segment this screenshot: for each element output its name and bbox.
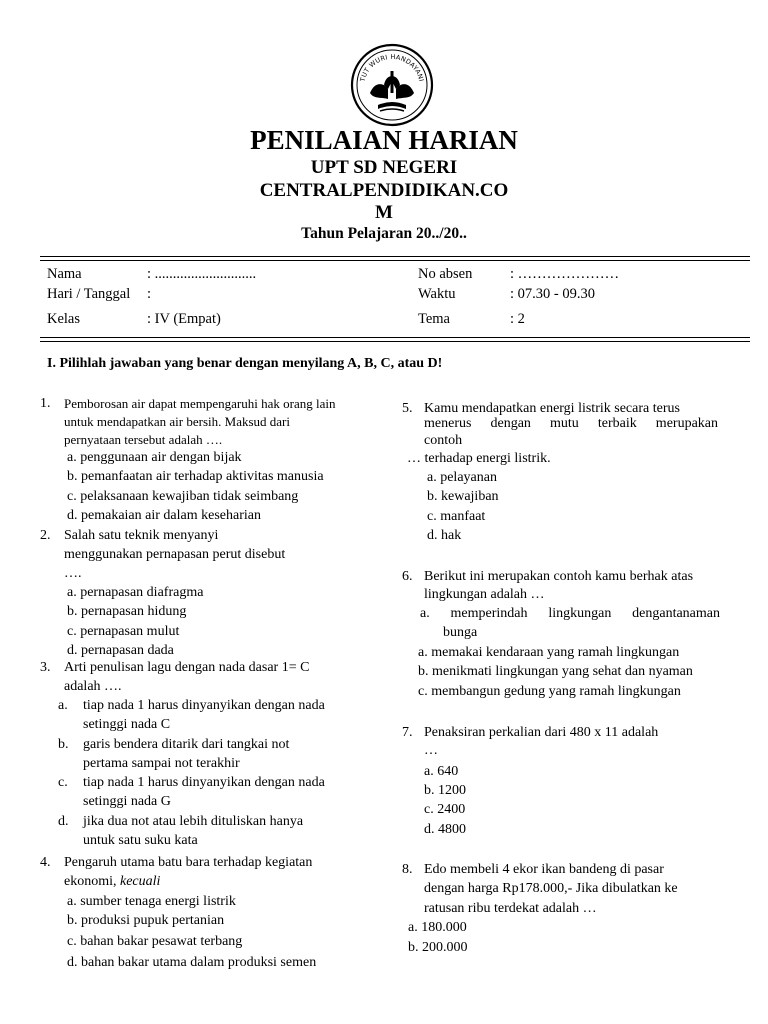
- q4-text-line-2: [64, 874, 160, 890]
- q5-option-d: d. hak: [427, 528, 462, 543]
- q2-option-b: b. pernapasan hidung: [67, 604, 187, 619]
- q3-option-a-line-2: setinggi nada C: [83, 717, 171, 732]
- q3-option-b-line-1: garis bendera ditarik dari tangkai not: [83, 737, 290, 752]
- q8-text-line-1: Edo membeli 4 ekor ikan bandeng di pasar: [424, 862, 664, 877]
- q3-option-b-line-2: pertama sampai not terakhir: [83, 756, 240, 771]
- no-absen-value: : …………………: [510, 266, 620, 282]
- nama-value: : ............................: [147, 266, 257, 282]
- q4-option-d: d. bahan bakar utama dalam produksi semen: [67, 955, 317, 970]
- q8-option-b: b. 200.000: [408, 940, 468, 955]
- q3-option-c-line-2: setinggi nada G: [83, 794, 171, 809]
- q2-text-line-1: Salah satu teknik menyanyi: [64, 528, 219, 543]
- q6-option-b: a. memakai kendaraan yang ramah lingkungan: [418, 645, 680, 660]
- info-divider-top: [40, 337, 750, 338]
- q5-number: 5.: [402, 401, 413, 416]
- school-name-line-1: UPT SD NEGERI: [310, 157, 458, 178]
- q1-text-line-1: Pemborosan air dapat mempengaruhi hak orang lain: [64, 396, 336, 411]
- kelas-label: Kelas: [47, 311, 81, 327]
- q6-option-a: a. memperindah lingkungan dengantanaman: [420, 606, 720, 621]
- q8-option-a: a. 180.000: [408, 920, 467, 935]
- q6-option-c: b. menikmati lingkungan yang sehat dan nyaman: [418, 664, 693, 679]
- q3-option-c-letter: c.: [58, 775, 68, 790]
- q4-option-a: a. sumber tenaga energi listrik: [67, 894, 236, 909]
- tema-value: : 2: [510, 311, 525, 327]
- q5-text-line-4: … terhadap energi listrik.: [407, 451, 551, 466]
- q5-option-b: b. kewajiban: [427, 489, 499, 504]
- q4-option-c: c. bahan bakar pesawat terbang: [67, 934, 243, 949]
- hari-tanggal-value: :: [147, 286, 152, 302]
- page-title: PENILAIAN HARIAN: [250, 125, 518, 155]
- q1-option-d: d. pemakaian air dalam keseharian: [67, 508, 261, 523]
- hari-tanggal-label: Hari / Tanggal: [47, 286, 131, 302]
- svg-text:TUT WURI HANDAYANI: TUT WURI HANDAYANI: [358, 52, 426, 83]
- q1-option-c: c. pelaksanaan kewajiban tidak seimbang: [67, 489, 299, 504]
- q5-option-a: a. pelayanan: [427, 470, 497, 485]
- q8-text-line-3: ratusan ribu terdekat adalah …: [424, 901, 597, 916]
- tut-wuri-handayani-emblem-icon: [350, 43, 434, 127]
- q2-number: 2.: [40, 528, 51, 543]
- nama-label: Nama: [47, 266, 82, 282]
- header-divider-top: [40, 256, 750, 257]
- q7-option-d: d. 4800: [424, 822, 466, 837]
- q3-option-d-line-2: untuk satu suku kata: [83, 833, 198, 848]
- info-divider-bottom: [40, 341, 750, 342]
- q2-option-a: a. pernapasan diafragma: [67, 585, 204, 600]
- q3-option-a-line-1: tiap nada 1 harus dinyanyikan dengan nada: [83, 698, 325, 713]
- q4-option-b: b. produksi pupuk pertanian: [67, 913, 225, 928]
- q1-option-b: b. pemanfaatan air terhadap aktivitas manusia: [67, 469, 324, 484]
- q2-text-line-3: ….: [64, 566, 82, 581]
- q7-option-b: b. 1200: [424, 783, 466, 798]
- q1-option-a: a. penggunaan air dengan bijak: [67, 450, 242, 465]
- q8-text-line-2: dengan harga Rp178.000,- Jika dibulatkan ke: [424, 881, 678, 896]
- academic-year: Tahun Pelajaran 20../20..: [301, 225, 467, 242]
- tema-label: Tema: [418, 311, 450, 327]
- q4-text-line-1: Pengaruh utama batu bara terhadap kegiatan: [64, 855, 313, 870]
- q3-option-a-letter: a.: [58, 698, 68, 713]
- q8-number: 8.: [402, 862, 413, 877]
- q4-number: 4.: [40, 855, 51, 870]
- header-divider-bottom: [40, 260, 750, 261]
- kelas-value: : IV (Empat): [147, 311, 221, 327]
- q2-text-line-2: menggunakan pernapasan perut disebut: [64, 547, 286, 562]
- q3-option-d-letter: d.: [58, 814, 69, 829]
- q6-option-a-line-2: bunga: [443, 625, 478, 640]
- q7-option-a: a. 640: [424, 764, 459, 779]
- q3-text-line-2: adalah ….: [64, 679, 122, 694]
- school-name-line-3: M: [375, 202, 393, 223]
- q6-text-line-2: lingkungan adalah …: [424, 587, 545, 602]
- waktu-label: Waktu: [418, 286, 456, 302]
- q7-text-line-1: Penaksiran perkalian dari 480 x 11 adalah: [424, 725, 659, 740]
- q7-text-line-2: …: [424, 743, 438, 758]
- q7-number: 7.: [402, 725, 413, 740]
- q5-text-line-1: Kamu mendapatkan energi listrik secara terus: [424, 401, 680, 416]
- q2-option-c: c. pernapasan mulut: [67, 624, 180, 639]
- q3-text-line-1: Arti penulisan lagu dengan nada dasar 1= C: [64, 660, 310, 675]
- q5-text-line-2: menerus dengan mutu terbaik merupakan: [424, 416, 718, 431]
- section-instruction: I. Pilihlah jawaban yang benar dengan menyilang A, B, C, atau D!: [47, 356, 443, 371]
- q1-text-line-3: pernyataan tersebut adalah ….: [64, 432, 223, 447]
- q3-option-b-letter: b.: [58, 737, 69, 752]
- q5-option-c: c. manfaat: [427, 509, 486, 524]
- q2-option-d: d. pernapasan dada: [67, 643, 174, 658]
- q6-text-line-1: Berikut ini merupakan contoh kamu berhak atas: [424, 569, 694, 584]
- q6-option-d: c. membangun gedung yang ramah lingkungan: [418, 684, 681, 699]
- waktu-value: : 07.30 - 09.30: [510, 286, 595, 302]
- q4-text-line-2-emphasis: kecuali: [120, 874, 161, 889]
- q5-text-line-3: contoh: [424, 433, 463, 448]
- q3-option-d-line-1: jika dua not atau lebih dituliskan hanya: [83, 814, 304, 829]
- q1-number: 1.: [40, 396, 51, 411]
- q4-text-line-2-start: ekonomi,: [64, 874, 117, 889]
- school-name-line-2: CENTRALPENDIDIKAN.CO: [259, 180, 509, 201]
- q1-text-line-2: untuk mendapatkan air bersih. Maksud dari: [64, 414, 290, 429]
- q7-option-c: c. 2400: [424, 802, 466, 817]
- q3-option-c-line-1: tiap nada 1 harus dinyanyikan dengan nada: [83, 775, 325, 790]
- q3-number: 3.: [40, 660, 51, 675]
- no-absen-label: No absen: [418, 266, 473, 282]
- q6-number: 6.: [402, 569, 413, 584]
